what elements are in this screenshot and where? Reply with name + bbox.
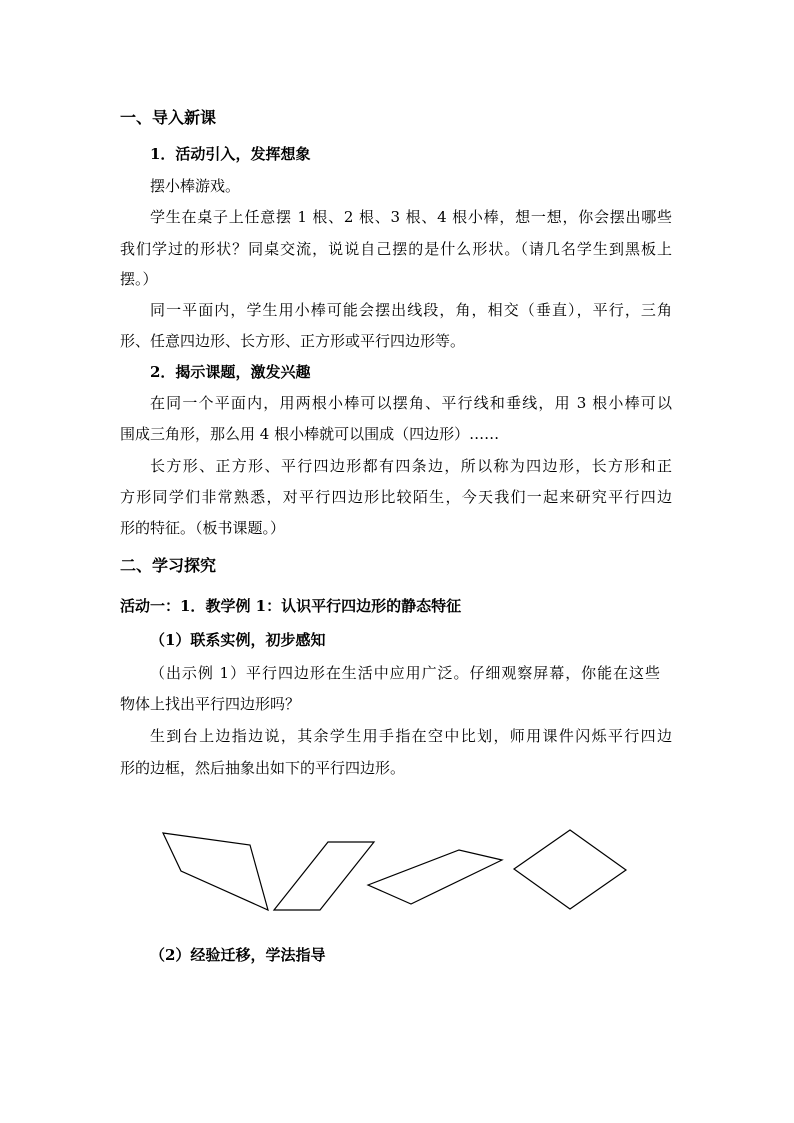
sub2-p2-line2: 方形同学们非常熟悉，对平行四边形比较陌生，今天我们一起来研究平行四边 xyxy=(120,488,672,506)
sub2-title: 2．揭示课题，激发兴趣 xyxy=(150,363,311,381)
step1-p1-line1: （出示例 1）平行四边形在生活中应用广泛。仔细观察屏幕，你能在这些 xyxy=(150,664,660,682)
sub1-p1-line3: 摆。） xyxy=(120,270,158,288)
activity-title: 活动一：1．教学例 1：认识平行四边形的静态特征 xyxy=(120,597,462,615)
sub1-title: 1．活动引入，发挥想象 xyxy=(150,145,311,163)
parallelogram-2 xyxy=(274,842,374,910)
sub2-p2-line3: 形的特征。（板书课题。） xyxy=(120,519,286,537)
parallelogram-4 xyxy=(514,830,626,909)
step1-p2-line1: 生到台上边指边说，其余学生用手指在空中比划，师用课件闪烁平行四边 xyxy=(150,727,672,745)
step1-title: （1）联系实例，初步感知 xyxy=(150,631,326,649)
sub1-p1-line2: 我们学过的形状？同桌交流，说说自己摆的是什么形状。（请几名学生到黑板上 xyxy=(120,240,672,258)
sub1-game: 摆小棒游戏。 xyxy=(150,177,241,195)
sub1-p2-line2: 形、任意四边形、长方形、正方形或平行四边形等。 xyxy=(120,332,466,350)
sub2-p1-line2: 围成三角形，那么用 4 根小棒就可以围成（四边形）…… xyxy=(120,425,500,443)
sub1-p1-line1: 学生在桌子上任意摆 1 根、2 根、3 根、4 根小棒，想一想，你会摆出哪些 xyxy=(150,208,672,226)
section2-heading: 二、学习探究 xyxy=(120,556,217,575)
sub2-p1-line1: 在同一个平面内，用两根小棒可以摆角、平行线和垂线，用 3 根小棒可以 xyxy=(150,394,672,412)
section1-heading: 一、导入新课 xyxy=(120,108,217,127)
sub2-p2-line1: 长方形、正方形、平行四边形都有四条边，所以称为四边形，长方形和正 xyxy=(150,457,672,475)
step1-p2-line2: 形的边框，然后抽象出如下的平行四边形。 xyxy=(120,759,406,777)
step2-title: （2）经验迁移，学法指导 xyxy=(150,946,326,964)
sub1-p2-line1: 同一平面内，学生用小棒可能会摆出线段，角，相交（垂直），平行，三角 xyxy=(150,301,672,319)
parallelogram-3 xyxy=(368,850,502,904)
parallelogram-1 xyxy=(163,833,268,910)
step1-p1-line2: 物体上找出平行四边形吗？ xyxy=(120,695,301,713)
